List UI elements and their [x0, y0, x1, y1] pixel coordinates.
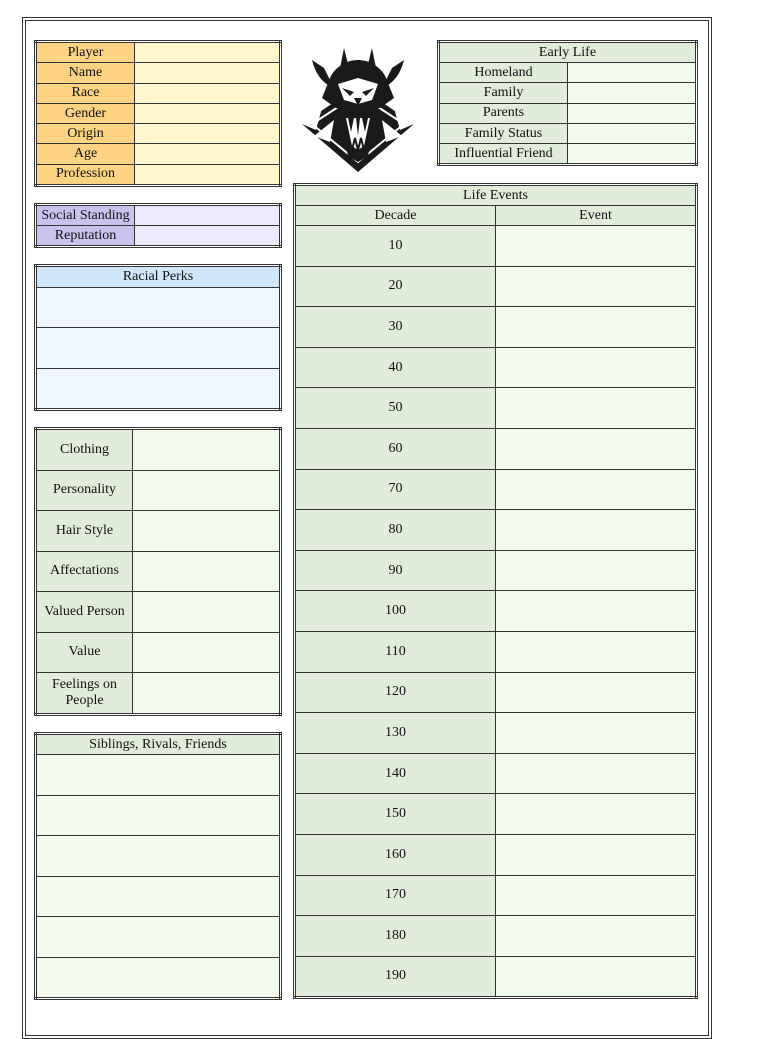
clothing-value[interactable] [133, 429, 281, 471]
event-cell[interactable] [496, 347, 697, 388]
event-row [295, 510, 697, 551]
decade-cell: 120 [295, 672, 496, 713]
parents-label: Parents [439, 103, 568, 123]
event-row [295, 753, 697, 794]
clothing-row [36, 429, 281, 471]
social-standing-label: Social Standing [36, 205, 135, 226]
decade-cell: 100 [295, 591, 496, 632]
social-standing-row [36, 205, 281, 226]
sibling-cell[interactable] [36, 795, 281, 836]
event-row [295, 226, 697, 267]
decade-cell: 10 [295, 226, 496, 267]
affectations-row [36, 551, 281, 592]
event-cell[interactable] [496, 672, 697, 713]
hair-style-row [36, 511, 281, 552]
event-cell[interactable] [496, 307, 697, 348]
player-label: Player [36, 42, 135, 63]
event-row [295, 916, 697, 957]
affectations-label: Affectations [36, 551, 133, 592]
influential-friend-value[interactable] [568, 144, 697, 165]
sibling-cell[interactable] [36, 836, 281, 877]
event-cell[interactable] [496, 469, 697, 510]
event-row [295, 672, 697, 713]
clothing-label: Clothing [36, 429, 133, 471]
reputation-row [36, 226, 281, 247]
sibling-row [36, 795, 281, 836]
race-row [36, 83, 281, 103]
event-cell[interactable] [496, 591, 697, 632]
sibling-cell[interactable] [36, 917, 281, 958]
personality-label: Personality [36, 470, 133, 511]
sibling-row [36, 836, 281, 877]
decade-cell: 110 [295, 631, 496, 672]
event-row [295, 631, 697, 672]
reputation-label: Reputation [36, 226, 135, 247]
event-cell[interactable] [496, 266, 697, 307]
name-label: Name [36, 63, 135, 83]
value-row [36, 632, 281, 673]
valued-person-value[interactable] [133, 592, 281, 633]
affectations-value[interactable] [133, 551, 281, 592]
siblings-title: Siblings, Rivals, Friends [36, 734, 281, 755]
social-table [34, 203, 282, 248]
event-cell[interactable] [496, 875, 697, 916]
gender-row [36, 103, 281, 123]
decade-cell: 170 [295, 875, 496, 916]
social-standing-value[interactable] [135, 205, 281, 226]
personality-value[interactable] [133, 470, 281, 511]
race-label: Race [36, 83, 135, 103]
event-cell[interactable] [496, 956, 697, 998]
racial-perk-row [36, 288, 281, 328]
gender-label: Gender [36, 103, 135, 123]
profession-value[interactable] [135, 164, 281, 185]
event-row [295, 834, 697, 875]
profession-row [36, 164, 281, 185]
event-row [295, 469, 697, 510]
event-cell[interactable] [496, 226, 697, 267]
reputation-value[interactable] [135, 226, 281, 247]
event-row [295, 266, 697, 307]
event-row [295, 428, 697, 469]
event-cell[interactable] [496, 428, 697, 469]
influential-friend-label: Influential Friend [439, 144, 568, 165]
family-status-value[interactable] [568, 123, 697, 143]
sibling-row [36, 957, 281, 999]
family-status-row [439, 123, 697, 143]
early-life-title: Early Life [439, 42, 697, 63]
decade-cell: 140 [295, 753, 496, 794]
feelings-value[interactable] [133, 673, 281, 715]
decade-cell: 30 [295, 307, 496, 348]
wolf-medallion-icon [294, 38, 422, 174]
feelings-label: Feelings on People [36, 673, 133, 715]
event-cell[interactable] [496, 510, 697, 551]
event-cell[interactable] [496, 753, 697, 794]
life-events-table [293, 183, 698, 999]
parents-value[interactable] [568, 103, 697, 123]
origin-label: Origin [36, 124, 135, 144]
homeland-row [439, 63, 697, 83]
sibling-row [36, 917, 281, 958]
age-label: Age [36, 144, 135, 164]
racial-perk-row [36, 368, 281, 409]
decade-cell: 80 [295, 510, 496, 551]
hair-style-label: Hair Style [36, 511, 133, 552]
siblings-table [34, 732, 282, 1000]
value-value[interactable] [133, 632, 281, 673]
event-header: Event [496, 206, 697, 226]
gender-value[interactable] [135, 103, 281, 123]
event-row [295, 875, 697, 916]
decade-header: Decade [295, 206, 496, 226]
event-row [295, 307, 697, 348]
age-value[interactable] [135, 144, 281, 164]
parents-row [439, 103, 697, 123]
value-label: Value [36, 632, 133, 673]
name-value[interactable] [135, 63, 281, 83]
decade-cell: 40 [295, 347, 496, 388]
player-row [36, 42, 281, 63]
event-row [295, 591, 697, 632]
event-cell[interactable] [496, 916, 697, 957]
racial-perks-table [34, 264, 282, 411]
racial-perk-cell[interactable] [36, 368, 281, 409]
personality-table [34, 427, 282, 716]
event-cell[interactable] [496, 794, 697, 835]
event-row [295, 550, 697, 591]
event-row [295, 956, 697, 998]
homeland-value[interactable] [568, 63, 697, 83]
sibling-cell[interactable] [36, 957, 281, 999]
event-cell[interactable] [496, 388, 697, 429]
decade-cell: 70 [295, 469, 496, 510]
sibling-cell[interactable] [36, 876, 281, 917]
valued-person-label: Valued Person [36, 592, 133, 633]
racial-perks-title: Racial Perks [36, 266, 281, 288]
origin-row [36, 124, 281, 144]
race-value[interactable] [135, 83, 281, 103]
event-cell[interactable] [496, 631, 697, 672]
age-row [36, 144, 281, 164]
event-row [295, 713, 697, 754]
decade-cell: 130 [295, 713, 496, 754]
valued-person-row [36, 592, 281, 633]
event-row [295, 794, 697, 835]
event-cell[interactable] [496, 713, 697, 754]
event-cell[interactable] [496, 834, 697, 875]
decade-cell: 20 [295, 266, 496, 307]
decade-cell: 150 [295, 794, 496, 835]
racial-perk-cell[interactable] [36, 288, 281, 328]
racial-perk-cell[interactable] [36, 328, 281, 368]
event-row [295, 388, 697, 429]
decade-cell: 180 [295, 916, 496, 957]
racial-perk-row [36, 328, 281, 368]
origin-value[interactable] [135, 124, 281, 144]
decade-cell: 90 [295, 550, 496, 591]
life-events-title: Life Events [295, 185, 697, 206]
family-status-label: Family Status [439, 123, 568, 143]
sibling-row [36, 755, 281, 796]
sibling-row [36, 876, 281, 917]
player-info-table [34, 40, 282, 187]
event-row [295, 347, 697, 388]
feelings-row [36, 673, 281, 715]
influential-friend-row [439, 144, 697, 165]
decade-cell: 60 [295, 428, 496, 469]
player-value[interactable] [135, 42, 281, 63]
homeland-label: Homeland [439, 63, 568, 83]
decade-cell: 190 [295, 956, 496, 998]
decade-cell: 50 [295, 388, 496, 429]
hair-style-value[interactable] [133, 511, 281, 552]
personality-row [36, 470, 281, 511]
early-life-table [437, 40, 698, 166]
sibling-cell[interactable] [36, 755, 281, 796]
event-cell[interactable] [496, 550, 697, 591]
family-label: Family [439, 83, 568, 103]
family-row [439, 83, 697, 103]
name-row [36, 63, 281, 83]
decade-cell: 160 [295, 834, 496, 875]
family-value[interactable] [568, 83, 697, 103]
profession-label: Profession [36, 164, 135, 185]
